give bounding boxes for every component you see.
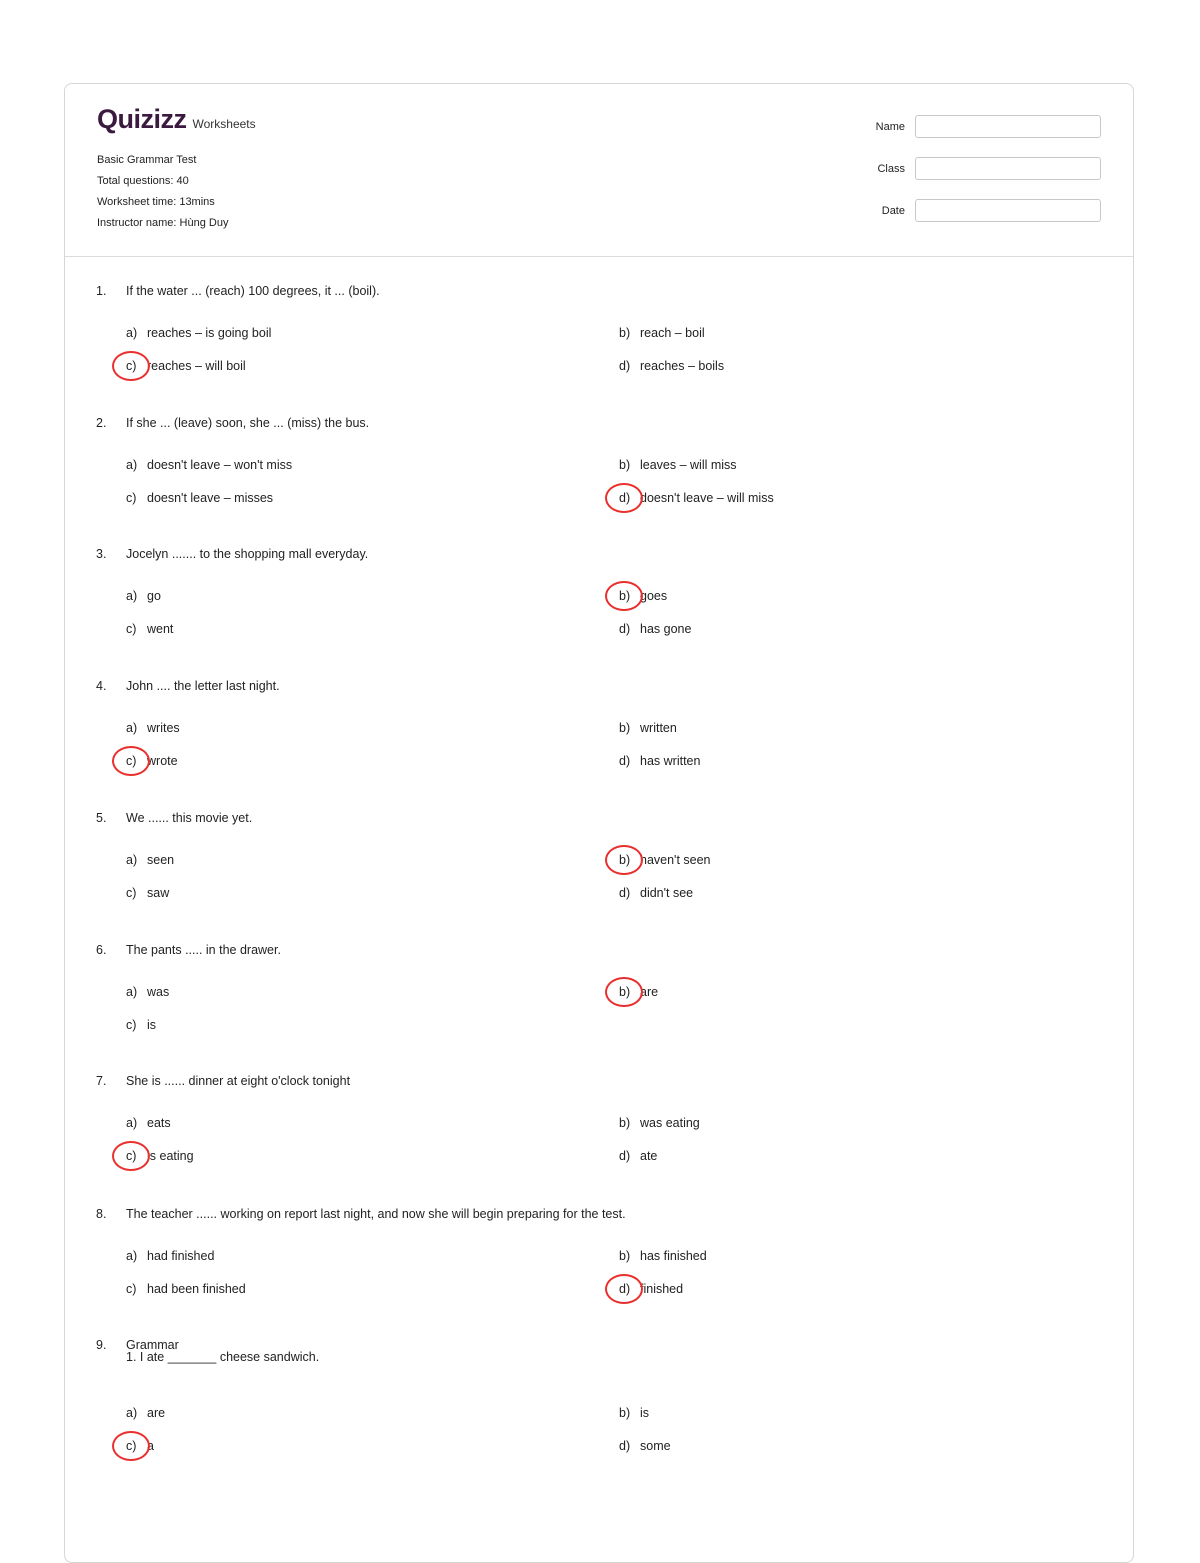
question-7 bbox=[96, 1074, 1096, 1163]
answer-option[interactable] bbox=[126, 1282, 246, 1296]
answer-option[interactable] bbox=[619, 1406, 649, 1420]
option-text: doesn't leave – won't miss bbox=[147, 458, 293, 472]
option-text: written bbox=[640, 721, 677, 735]
option-letter: b) bbox=[619, 853, 631, 867]
question-number: 6. bbox=[96, 943, 107, 957]
logo-wordmark: Quizizz bbox=[97, 104, 187, 134]
option-text: saw bbox=[147, 886, 170, 900]
option-text: is eating bbox=[147, 1149, 194, 1163]
option-letter: a) bbox=[126, 326, 138, 340]
question-8 bbox=[96, 1207, 1096, 1296]
date-field-row bbox=[876, 198, 1101, 223]
option-text: has written bbox=[640, 754, 701, 768]
answer-option[interactable] bbox=[126, 1406, 165, 1420]
question-number: 3. bbox=[96, 547, 107, 561]
question-number: 5. bbox=[96, 811, 107, 825]
option-letter: a) bbox=[126, 985, 138, 999]
option-text: are bbox=[147, 1406, 166, 1420]
option-letter: a) bbox=[126, 1249, 138, 1263]
question-stem bbox=[96, 284, 1096, 298]
option-text: go bbox=[147, 589, 161, 603]
option-letter: b) bbox=[619, 458, 631, 472]
option-letter: a) bbox=[126, 853, 138, 867]
option-text: reaches – boils bbox=[640, 359, 725, 373]
option-text: leaves – will miss bbox=[640, 458, 737, 472]
option-letter: b) bbox=[619, 721, 631, 735]
answer-option[interactable] bbox=[619, 1439, 671, 1453]
name-field-row bbox=[876, 114, 1101, 139]
answer-option[interactable] bbox=[126, 1439, 154, 1453]
quizizz-logo bbox=[97, 104, 256, 135]
answer-option[interactable] bbox=[126, 622, 173, 636]
option-letter: b) bbox=[619, 589, 631, 603]
option-text: was bbox=[147, 985, 170, 999]
question-4 bbox=[96, 679, 1096, 768]
question-9 bbox=[96, 1338, 1096, 1453]
meta-total-questions: Total questions: 40 bbox=[97, 175, 189, 187]
question-text: Jocelyn ....... to the shopping mall everyday. bbox=[126, 547, 369, 561]
option-letter: a) bbox=[126, 458, 138, 472]
option-text: finished bbox=[640, 1282, 684, 1296]
question-text: The pants ..... in the drawer. bbox=[126, 943, 281, 957]
answer-option[interactable] bbox=[126, 589, 161, 603]
question-stem bbox=[96, 943, 1096, 957]
option-letter: b) bbox=[619, 1406, 631, 1420]
meta-title: Basic Grammar Test bbox=[97, 154, 197, 166]
answer-option[interactable] bbox=[126, 1249, 214, 1263]
answer-option[interactable] bbox=[619, 622, 691, 636]
answer-option[interactable] bbox=[126, 985, 169, 999]
worksheet-header bbox=[65, 84, 1133, 257]
answer-option[interactable] bbox=[126, 853, 174, 867]
option-text: is bbox=[147, 1018, 157, 1032]
option-letter: c) bbox=[126, 754, 137, 768]
meta-instructor: Instructor name: Hùng Duy bbox=[97, 217, 229, 229]
option-letter: c) bbox=[126, 1018, 137, 1032]
answer-option[interactable] bbox=[619, 886, 693, 900]
option-letter: b) bbox=[619, 1116, 631, 1130]
option-text: went bbox=[147, 622, 174, 636]
option-text: are bbox=[640, 985, 659, 999]
answer-option[interactable] bbox=[619, 985, 658, 999]
option-text: reach – boil bbox=[640, 326, 705, 340]
question-1 bbox=[96, 284, 1096, 373]
option-text: had been finished bbox=[147, 1282, 246, 1296]
name-label: Name bbox=[875, 120, 905, 133]
option-text: has gone bbox=[640, 622, 692, 636]
question-text: John .... the letter last night. bbox=[126, 679, 280, 693]
option-letter: d) bbox=[619, 886, 631, 900]
option-letter: a) bbox=[126, 1116, 138, 1130]
class-field-row bbox=[876, 156, 1101, 181]
option-letter: c) bbox=[126, 491, 137, 505]
question-stem bbox=[96, 416, 1096, 430]
question-stem bbox=[96, 679, 1096, 693]
answer-option[interactable] bbox=[619, 1116, 700, 1130]
answer-option[interactable] bbox=[126, 1116, 171, 1130]
option-text: has finished bbox=[640, 1249, 707, 1263]
date-label: Date bbox=[881, 204, 905, 217]
option-text: haven't seen bbox=[640, 853, 711, 867]
class-label: Class bbox=[877, 162, 905, 175]
option-letter: d) bbox=[619, 1439, 631, 1453]
answer-option[interactable] bbox=[619, 1149, 657, 1163]
option-letter: b) bbox=[619, 985, 631, 999]
answer-option[interactable] bbox=[619, 1249, 707, 1263]
question-6 bbox=[96, 943, 1096, 1032]
option-letter: d) bbox=[619, 491, 631, 505]
option-letter: d) bbox=[619, 1149, 631, 1163]
option-text: doesn't leave – misses bbox=[147, 491, 274, 505]
option-text: ate bbox=[640, 1149, 658, 1163]
option-letter: a) bbox=[126, 721, 138, 735]
answer-option[interactable] bbox=[126, 359, 246, 373]
answer-option[interactable] bbox=[619, 1282, 683, 1296]
option-letter: c) bbox=[126, 1149, 137, 1163]
option-text: writes bbox=[147, 721, 180, 735]
answer-option[interactable] bbox=[619, 359, 724, 373]
option-letter: d) bbox=[619, 754, 631, 768]
option-letter: d) bbox=[619, 622, 631, 636]
question-stem bbox=[96, 811, 1096, 825]
class-field[interactable] bbox=[915, 157, 1101, 180]
option-letter: c) bbox=[126, 1439, 137, 1453]
question-text: If she ... (leave) soon, she ... (miss) the bus. bbox=[126, 416, 370, 430]
date-field[interactable] bbox=[915, 199, 1101, 222]
answer-option[interactable] bbox=[126, 491, 273, 505]
answer-option[interactable] bbox=[126, 1018, 156, 1032]
question-stem bbox=[96, 547, 1096, 561]
question-stem bbox=[96, 1074, 1096, 1088]
option-text: some bbox=[640, 1439, 671, 1453]
option-letter: b) bbox=[619, 326, 631, 340]
question-number: 9. bbox=[96, 1338, 107, 1352]
option-text: didn't see bbox=[640, 886, 694, 900]
question-3 bbox=[96, 547, 1096, 636]
question-text: If the water ... (reach) 100 degrees, it ... (boil). bbox=[126, 284, 380, 298]
option-letter: c) bbox=[126, 359, 137, 373]
answer-option[interactable] bbox=[619, 754, 700, 768]
option-letter: a) bbox=[126, 1406, 138, 1420]
option-text: was eating bbox=[640, 1116, 700, 1130]
answer-option[interactable] bbox=[619, 721, 677, 735]
name-field[interactable] bbox=[915, 115, 1101, 138]
option-letter: b) bbox=[619, 1249, 631, 1263]
option-text: seen bbox=[147, 853, 175, 867]
option-text: goes bbox=[640, 589, 668, 603]
answer-option[interactable] bbox=[619, 853, 711, 867]
option-text: eats bbox=[147, 1116, 171, 1130]
answer-option[interactable] bbox=[619, 589, 667, 603]
meta-worksheet-time: Worksheet time: 13mins bbox=[97, 196, 215, 208]
question-text: We ...... this movie yet. bbox=[126, 811, 253, 825]
question-number: 7. bbox=[96, 1074, 107, 1088]
option-letter: a) bbox=[126, 589, 138, 603]
answer-option[interactable] bbox=[126, 754, 178, 768]
answer-option[interactable] bbox=[619, 458, 737, 472]
question-text: Grammar bbox=[126, 1338, 179, 1352]
option-text: wrote bbox=[147, 754, 178, 768]
worksheet-meta bbox=[97, 150, 228, 234]
question-number: 2. bbox=[96, 416, 107, 430]
option-text: is bbox=[640, 1406, 650, 1420]
question-subtext: 1. I ate _______ cheese sandwich. bbox=[126, 1350, 320, 1364]
option-text: reaches – is going boil bbox=[147, 326, 272, 340]
answer-option[interactable] bbox=[126, 886, 169, 900]
question-number: 8. bbox=[96, 1207, 107, 1221]
answer-option[interactable] bbox=[126, 1149, 194, 1163]
answer-option[interactable] bbox=[619, 491, 774, 505]
question-2 bbox=[96, 416, 1096, 505]
question-5 bbox=[96, 811, 1096, 900]
option-text: reaches – will boil bbox=[147, 359, 246, 373]
option-letter: d) bbox=[619, 359, 631, 373]
option-text: doesn't leave – will miss bbox=[640, 491, 774, 505]
option-text: had finished bbox=[147, 1249, 215, 1263]
question-stem bbox=[96, 1207, 1096, 1221]
question-text: The teacher ...... working on report last night, and now she will begin preparing for the test. bbox=[126, 1207, 626, 1221]
question-text: She is ...... dinner at eight o'clock tonight bbox=[126, 1074, 351, 1088]
logo-subtitle: Worksheets bbox=[192, 117, 256, 131]
option-letter: c) bbox=[126, 622, 137, 636]
answer-option[interactable] bbox=[126, 721, 180, 735]
question-number: 1. bbox=[96, 284, 107, 298]
answer-option[interactable] bbox=[126, 458, 292, 472]
student-fields bbox=[876, 114, 1101, 240]
option-letter: c) bbox=[126, 1282, 137, 1296]
option-text: a bbox=[147, 1439, 154, 1453]
answer-option[interactable] bbox=[126, 326, 271, 340]
question-number: 4. bbox=[96, 679, 107, 693]
option-letter: d) bbox=[619, 1282, 631, 1296]
answer-option[interactable] bbox=[619, 326, 705, 340]
option-letter: c) bbox=[126, 886, 137, 900]
